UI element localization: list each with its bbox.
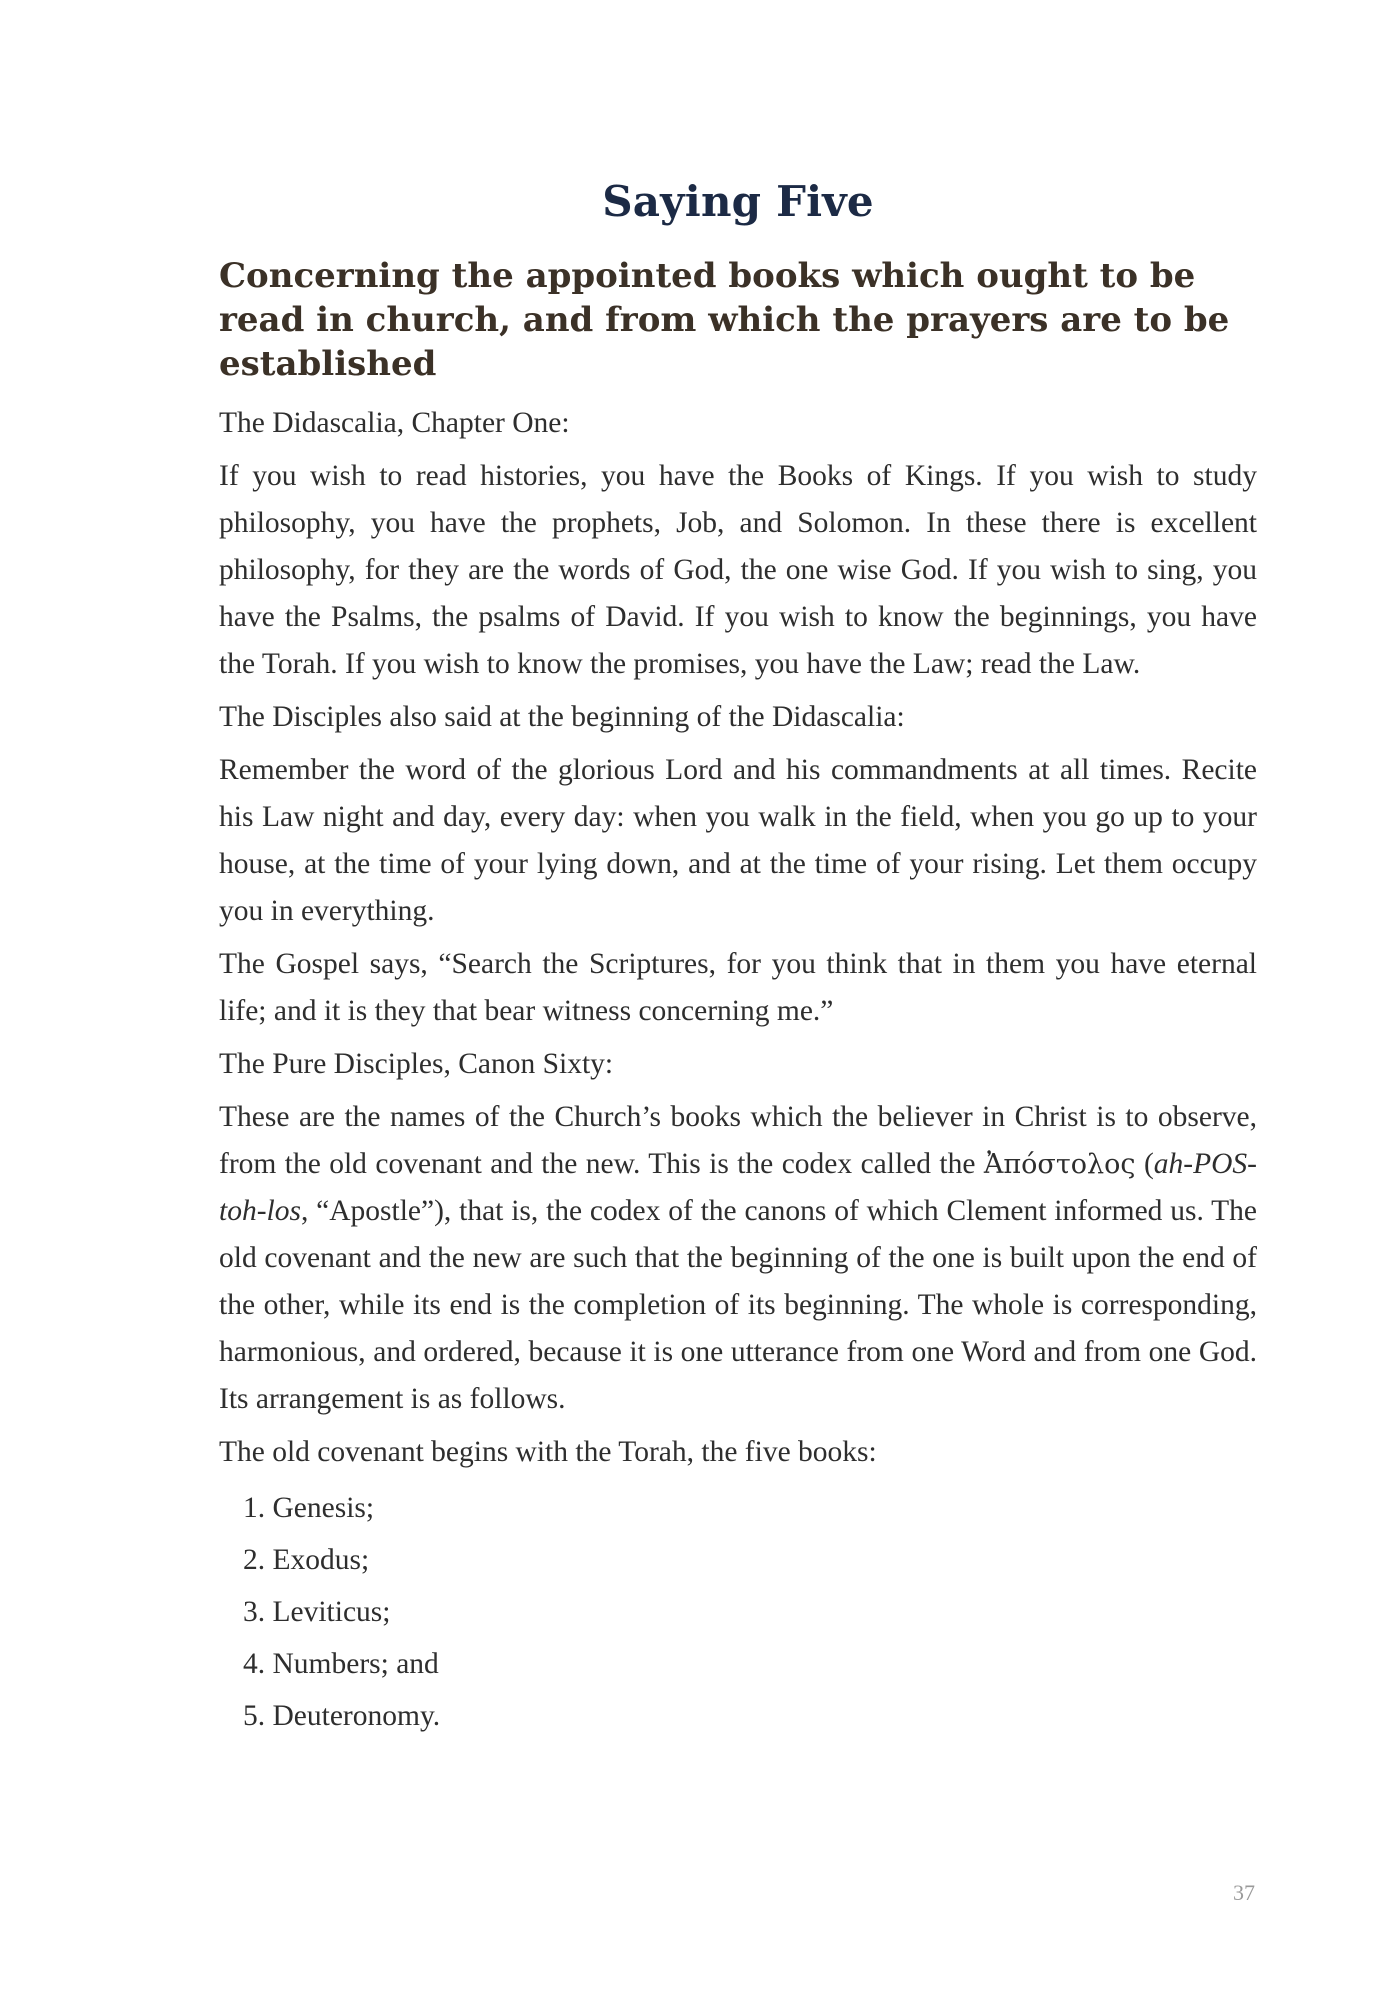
paragraph-histories: If you wish to read histories, you have the Books of Kings. If you wish to study philosophy, you have the prophets, Job, and Solomon. In these there is excellent philosophy, for they are the words of God, the one wise God. If you wish to sing, you have the Psalms, the psalms of David. If you wish to know the beginnings, you have the Torah. If you wish to know the promises, you have the Law; read the Law. [219,460,1257,680]
paragraph-gospel: The Gospel says, “Search the Scriptures, for you think that in them you have eternal life; and it is they that bear witness concerning me.” [219,948,1257,1027]
paragraph-source-didascalia: The Didascalia, Chapter One: [219,407,570,439]
paragraph-old-covenant: The old covenant begins with the Torah, the five books: [219,1436,877,1468]
church-books-paren-open: ( [1135,1148,1154,1180]
torah-book-list [219,1482,1257,1742]
paragraph-remember: Remember the word of the glorious Lord and his commandments at all times. Recite his Law night and day, every day: when you walk in the field, when you go up to your house, at the time of your lying down, and at the time of your rising. Let them occupy you in everything. [219,754,1257,927]
church-books-text-after: , “Apostle”), that is, the codex of the canons of which Clement informed us. The old covenant and the new are such that the beginning of the one is built upon the end of the other, while its end is the completion of its beginning. The whole is corresponding, harmonious, and ordered, because it is one utterance from one Word and from one God. Its arrangement is as follows. [219,1195,1257,1415]
list-item: 1. Genesis; [243,1492,375,1524]
list-item: 3. Leviticus; [243,1596,391,1628]
page-content [219,176,1257,1742]
church-books-text-before: These are the names of the Church’s books which the believer in Christ is to observe, from the old covenant and the new. This is the codex called the [219,1101,1257,1180]
greek-word: Ἀπόστολος [983,1149,1136,1180]
pronunciation-guide: ah-POS-toh-los [219,1148,1258,1227]
page-number: 37 [1233,1880,1255,1905]
page-title: Saying Five [602,177,874,226]
paragraph-church-books [219,1094,1257,1423]
list-item: 2. Exodus; [243,1544,370,1576]
list-item: 5. Deuteronomy. [243,1700,441,1732]
paragraph-source-disciples: The Disciples also said at the beginning of the Didascalia: [219,701,905,733]
list-item: 4. Numbers; and [243,1648,439,1680]
paragraph-source-canon: The Pure Disciples, Canon Sixty: [219,1048,614,1080]
section-subtitle: Concerning the appointed books which ought to be read in church, and from which the prayers are to be established [219,256,1230,384]
